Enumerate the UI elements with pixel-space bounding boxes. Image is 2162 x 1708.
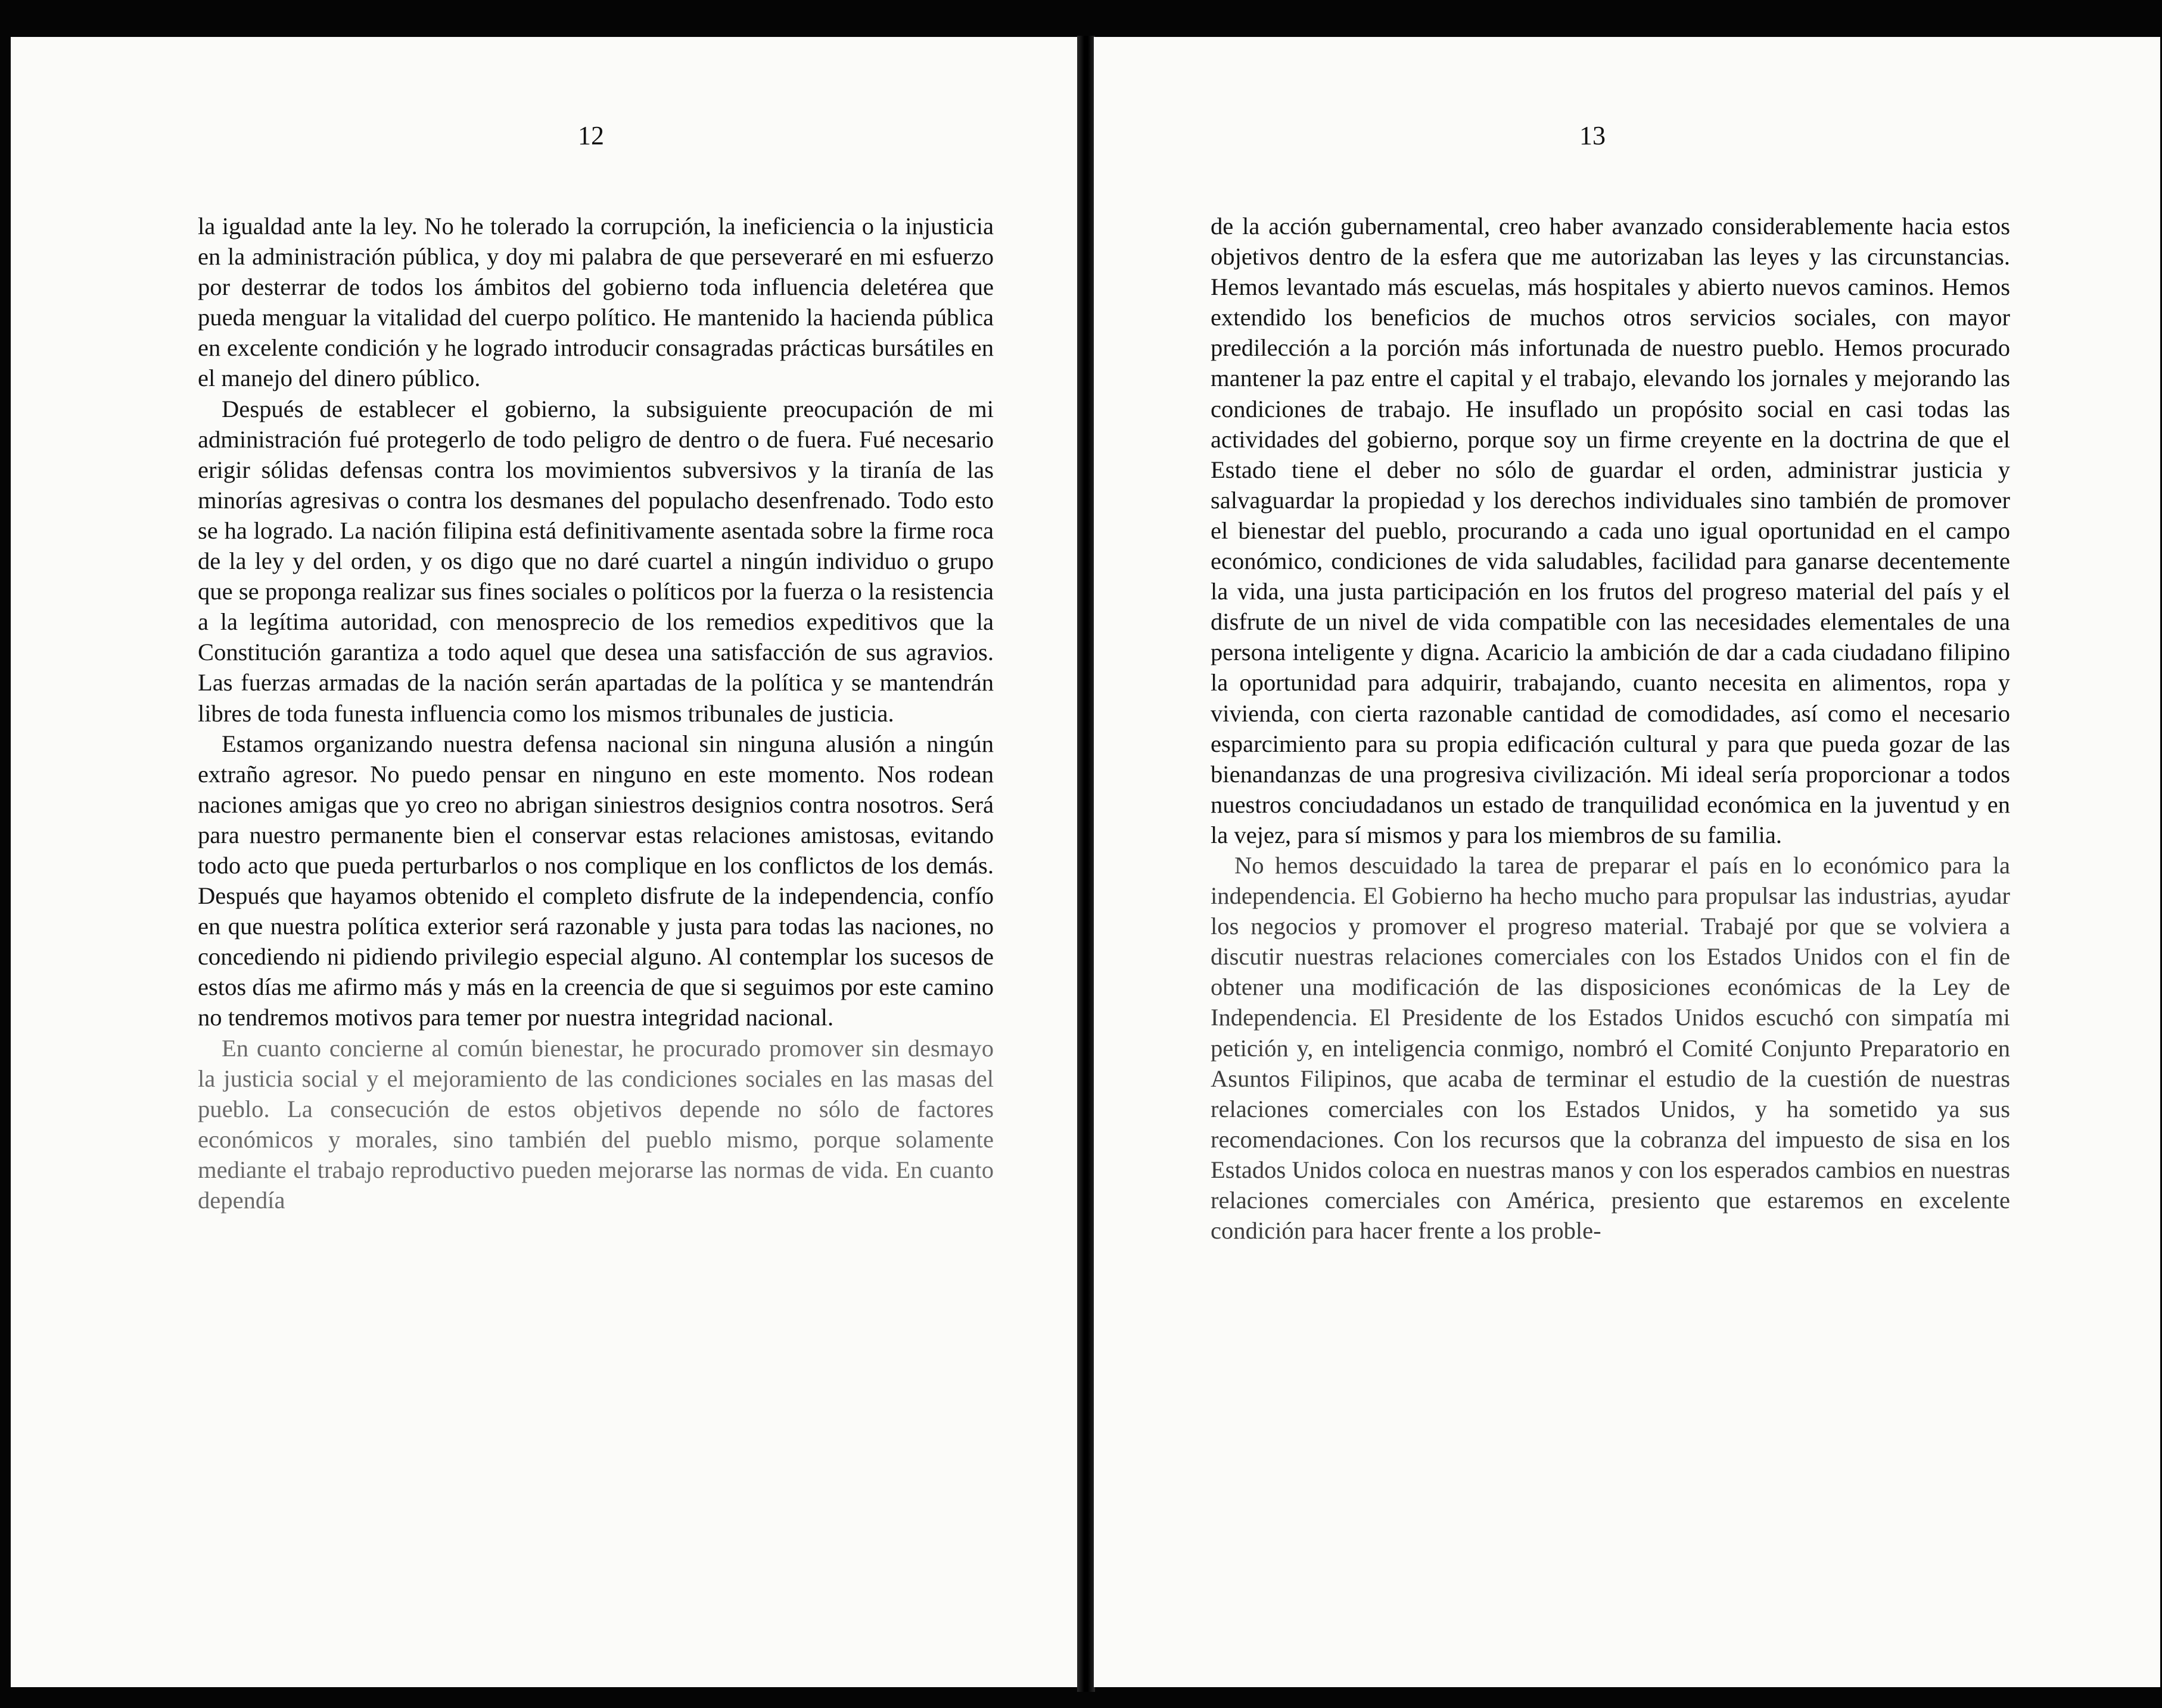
page-body-text (198, 211, 994, 1215)
paragraph: Estamos organizando nuestra defensa nacional sin ninguna alusión a ningún extraño agresor. No puedo pensar en ninguno en este momento. Nos rodean naciones amigas que yo creo no abrigan siniestros designios contra nosotros. Será para nuestro permanente bien el conservar estas relaciones amistosas, evitando todo acto que pueda perturbarlos o nos complique en los conflictos de los demás. Después que hayamos obtenido el completo disfrute de la independencia, confío en que nuestra política exterior será razonable y justa para todas las naciones, no concediendo ni pidiendo privilegio especial alguno. Al contemplar los sucesos de estos días me afirmo más y más en la creencia de que si seguimos por este camino no tendremos motivos para temer por nuestra integridad nacional. (198, 730, 994, 1031)
page-body-text (1211, 211, 2010, 1246)
paragraph: la igualdad ante la ley. No he tolerado la corrupción, la ineficiencia o la injusticia en la administración pública, y doy mi palabra de que perseveraré en mi esfuerzo por desterrar de todos los ámbitos del gobierno toda influencia deletérea que pueda menguar la vitalidad del cuerpo político. He mantenido la hacienda pública en excelente condición y he logrado introducir consagradas prácticas bursátiles en el manejo del dinero público. (198, 213, 994, 392)
left-page (11, 37, 1090, 1687)
paragraph: de la acción gubernamental, creo haber avanzado considerablemente hacia estos objetivos dentro de la esfera que me autorizaban las leyes y las circunstancias. Hemos levantado más escuelas, más hospitales y abierto nuevos caminos. Hemos extendido los beneficios de muchos otros servicios sociales, con mayor predilección a la porción más infortunada de nuestro pueblo. Hemos procurado mantener la paz entre el capital y el trabajo, elevando los jornales y mejorando las condiciones de trabajo. He insuflado un propósito social en casi todas las actividades del gobierno, porque soy un firme creyente en la doctrina de que el Estado tiene el deber no sólo de guardar el orden, administrar justicia y salvaguardar la propiedad y los derechos individuales sino también de promover el bienestar del pueblo, procurando a cada uno igual oportunidad en el campo económico, condiciones de vida saludables, facilidad para ganarse decentemente la vida, una justa participación en los frutos del progreso material del país y el disfrute de un nivel de vida compatible con las necesidades elementales de una persona inteligente y digna. Acaricio la ambición de dar a cada ciudadano filipino la oportunidad para adquirir, trabajando, cuanto necesita en alimentos, ropa y vivienda, con cierta razonable cantidad de comodidades, así como el necesario esparcimiento para su propia edificación cultural y para que pueda gozar de las bienandanzas de una progresiva civilización. Mi ideal sería proporcionar a todos nuestros conciudadanos un estado de tranquilidad económica en la juventud y en la vejez, para sí mismos y para los miembros de su familia. (1211, 213, 2010, 848)
right-page (1094, 37, 2160, 1687)
page-number: 12 (578, 121, 604, 150)
paragraph: Después de establecer el gobierno, la subsiguiente preocupación de mi administración fué protegerlo de todo peligro de dentro o de fuera. Fué necesario erigir sólidas defensas contra los movimientos subversivos y la tiranía de las minorías agresivas o contra los desmanes del populacho desenfrenado. Todo esto se ha logrado. La nación filipina está definitivamente asentada sobre la firme roca de la ley y del orden, y os digo que no daré cuartel a ningún individuo o grupo que se proponga realizar sus fines sociales o políticos por la fuerza o la resistencia a la legítima autoridad, con menosprecio de los remedios expeditivos que la Constitución garantiza a todo aquel que desea una satisfacción de sus agravios. Las fuerzas armadas de la nación serán apartadas de la política y se mantendrán libres de toda funesta influencia como los mismos tribunales de justicia. (198, 395, 994, 727)
paragraph: No hemos descuidado la tarea de preparar el país en lo económico para la independencia. El Gobierno ha hecho mucho para propulsar las industrias, ayudar los negocios y promover el progreso material. Trabajé por que se volviera a discutir nuestras relaciones comerciales con los Estados Unidos con el fin de obtener una modificación de las disposiciones económicas de la Ley de Independencia. El Presidente de los Estados Unidos escuchó con simpatía mi petición y, en inteligencia conmigo, nombró el Comité Conjunto Preparatorio en Asuntos Filipinos, que acaba de terminar el estudio de la cuestión de nuestras relaciones comerciales con los Estados Unidos, y ha sometido ya sus recomendaciones. Con los recursos que la cobranza del impuesto de sisa en los Estados Unidos coloca en nuestras manos y con los esperados cambios en nuestras relaciones comerciales con América, presiento que estaremos en excelente condición para hacer frente a los proble- (1211, 851, 2010, 1245)
book-spine-gutter (1077, 36, 1095, 1692)
page-number: 13 (1579, 121, 1606, 150)
paragraph: En cuanto concierne al común bienestar, he procurado promover sin desmayo la justicia social y el mejoramiento de las condiciones sociales en las masas del pueblo. La consecución de estos objetivos depende no sólo de factores económicos y morales, sino también del pueblo mismo, porque solamente mediante el trabajo reproductivo pueden mejorarse las normas de vida. En cuanto dependía (198, 1034, 994, 1214)
